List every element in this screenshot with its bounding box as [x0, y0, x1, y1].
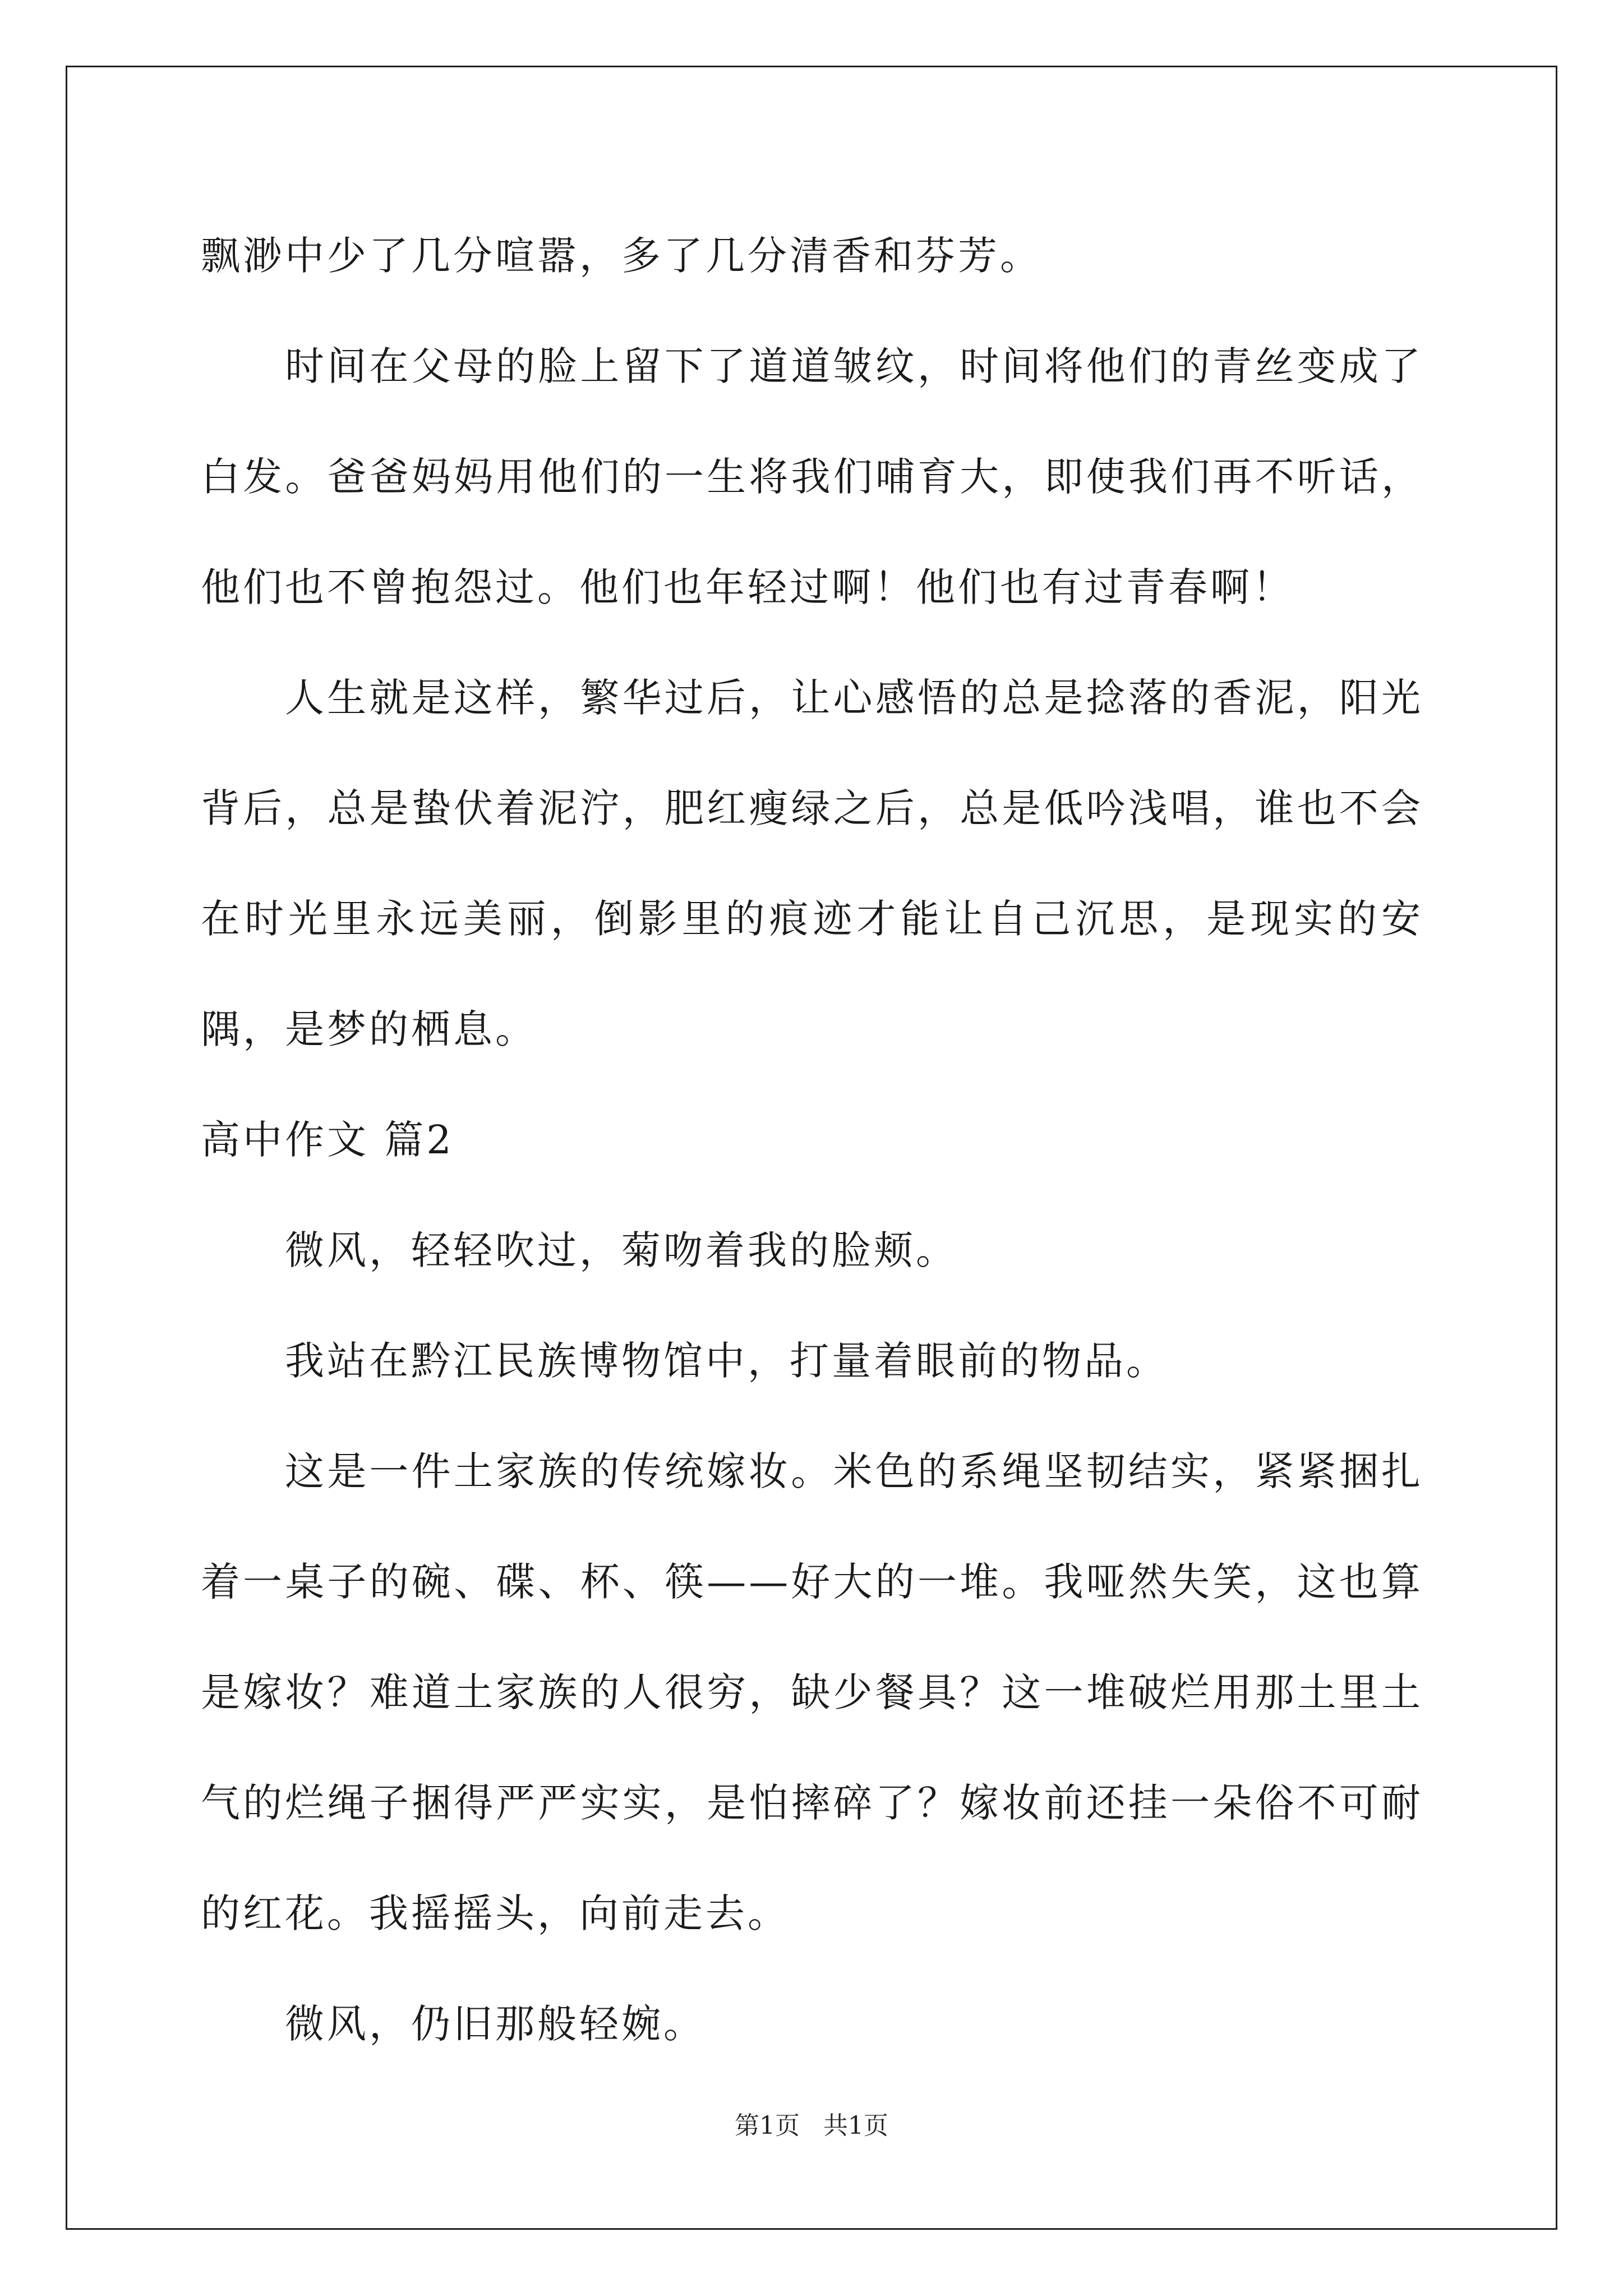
page-footer: [0, 2109, 1623, 2143]
paragraph: 微风，仍旧那般轻婉。: [285, 2001, 706, 2047]
document-body: [201, 201, 1423, 2079]
page-number: 第1页: [735, 2111, 800, 2140]
section-heading: 高中作文 篇2: [201, 1117, 454, 1163]
paragraph: 这是一件土家族的传统嫁妆。米色的系绳坚韧结实，紧紧捆扎着一桌子的碗、碟、杯、筷——好大的一堆。我哑然失笑，这也算是嫁妆？难道土家族的人很穷，缺少餐具？这一堆破烂用那土里土气的烂绳子捆得严严实实，是怕摔碎了？嫁妆前还挂一朵俗不可耐的红花。我摇摇头，向前走去。: [201, 1448, 1423, 1936]
paragraph: 时间在父母的脸上留下了道道皱纹，时间将他们的青丝变成了白发。爸爸妈妈用他们的一生将我们哺育大，即使我们再不听话，他们也不曾抱怨过。他们也年轻过啊！他们也有过青春啊！: [201, 343, 1423, 610]
paragraph: 人生就是这样，繁华过后，让心感悟的总是捻落的香泥，阳光背后，总是蛰伏着泥泞，肥红瘦绿之后，总是低吟浅唱，谁也不会在时光里永远美丽，倒影里的痕迹才能让自己沉思，是现实的安隅，是梦的栖息。: [201, 675, 1423, 1052]
paragraph: 飘渺中少了几分喧嚣，多了几分清香和芬芳。: [201, 233, 1042, 279]
paragraph: 微风，轻轻吹过，菊吻着我的脸颊。: [285, 1227, 958, 1273]
page-total: 共1页: [823, 2111, 888, 2140]
paragraph: 我站在黔江民族博物馆中，打量着眼前的物品。: [285, 1338, 1168, 1384]
